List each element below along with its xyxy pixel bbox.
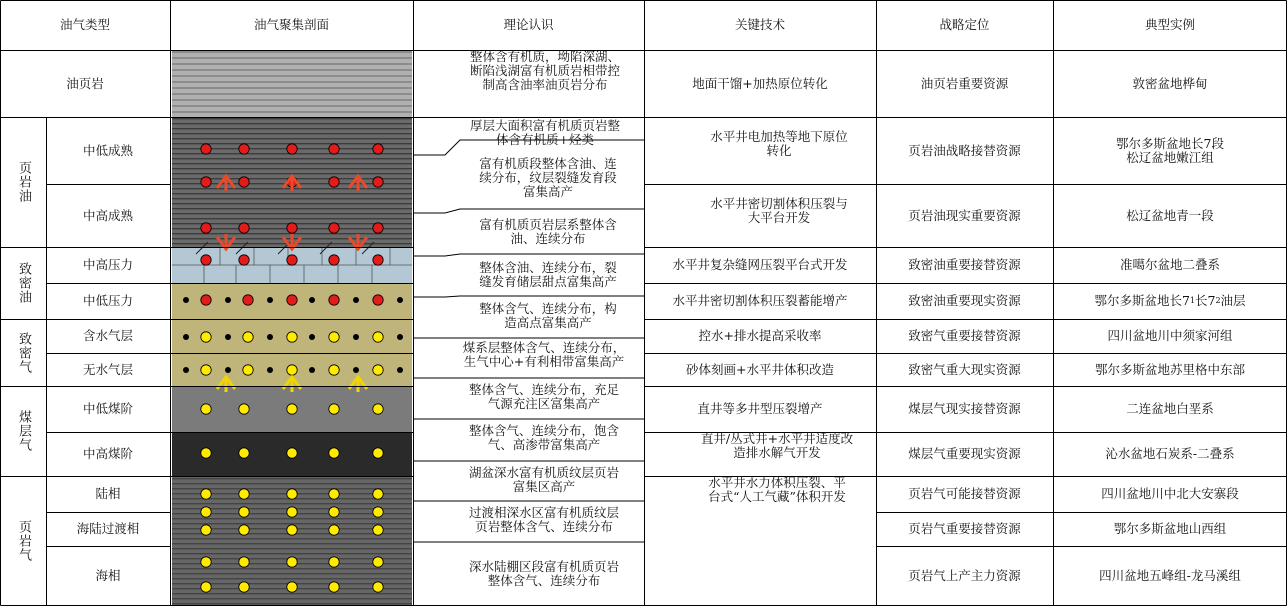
black-matrix-dot xyxy=(309,367,315,373)
yellow-gas-dot xyxy=(201,507,211,517)
red-oil-dot xyxy=(329,177,339,187)
tech-line: 水平井电加热等地下原位 xyxy=(710,129,848,144)
black-matrix-dot xyxy=(397,334,403,340)
yellow-gas-dot xyxy=(329,489,339,499)
example-9: 鄂尔多斯盆地山西组 xyxy=(1113,521,1227,536)
example-oil-shale: 敦密盆地桦甸 xyxy=(1132,75,1208,91)
yellow-gas-dot xyxy=(287,404,297,414)
header-profile: 油气聚集剖面 xyxy=(253,17,329,32)
yellow-gas-dot xyxy=(239,582,249,592)
example-line: 鄂尔多斯盆地长7段 xyxy=(1116,135,1224,151)
red-oil-dot xyxy=(373,255,383,265)
example-superscript: 1 xyxy=(1189,296,1195,305)
red-oil-dot xyxy=(201,223,211,233)
oil-shale-band xyxy=(172,51,412,117)
example-1: 松辽盆地青一段 xyxy=(1126,207,1214,223)
yellow-gas-dot xyxy=(201,557,211,567)
theory-line: 整体含气、连续分布 xyxy=(487,573,601,588)
theory-0 xyxy=(445,119,645,155)
theory-line: 气源充注区富集高产 xyxy=(487,396,601,411)
black-matrix-dot xyxy=(183,334,189,340)
theory-line: 气、高渗带富集高产 xyxy=(487,437,601,452)
theory-line: 制高含油率油页岩分布 xyxy=(482,77,608,92)
yellow-gas-dot xyxy=(373,582,383,592)
yellow-gas-dot xyxy=(201,448,211,458)
yellow-gas-dot xyxy=(329,365,339,375)
theory-8 xyxy=(444,466,644,500)
sub-water-gas: 含水气层 xyxy=(82,328,133,343)
sub-high-pressure: 中高压力 xyxy=(82,257,133,272)
yellow-gas-dot xyxy=(239,404,249,414)
yellow-gas-dot xyxy=(373,365,383,375)
yellow-gas-dot xyxy=(201,332,211,342)
theory-line: 页岩整体含气、连续分布 xyxy=(475,519,613,534)
yellow-gas-dot xyxy=(287,582,297,592)
black-matrix-dot xyxy=(267,334,273,340)
red-oil-dot xyxy=(243,295,253,305)
yellow-gas-dot xyxy=(373,404,383,414)
sub-low-pressure: 中低压力 xyxy=(82,293,133,308)
sub-low-mature: 中低成熟 xyxy=(82,142,133,158)
example-2: 准噶尔盆地二叠系 xyxy=(1119,257,1220,272)
example-3 xyxy=(1053,283,1287,319)
tech-2: 水平井复杂缝网压裂平台式开发 xyxy=(672,257,848,272)
sub-continental: 陆相 xyxy=(95,486,121,501)
tech-oil-shale: 地面干馏+加热原位转化 xyxy=(692,75,828,91)
red-oil-dot xyxy=(373,295,383,305)
theory-line: 整体含油、连续分布，裂 xyxy=(479,260,617,275)
yellow-gas-dot xyxy=(243,365,253,375)
sub-dry-gas: 无水气层 xyxy=(82,361,133,377)
tech-line: 台式“人工气藏”体积开发 xyxy=(708,489,846,504)
example-5: 鄂尔多斯盆地苏里格中东部 xyxy=(1094,361,1245,377)
example-8: 四川盆地川中北大安寨段 xyxy=(1101,486,1239,501)
theory-3 xyxy=(452,261,644,295)
example-7: 沁水盆地石炭系-二叠系 xyxy=(1105,446,1235,461)
yellow-gas-dot xyxy=(239,507,249,517)
yellow-gas-dot xyxy=(329,557,339,567)
theory-line: 续分布，纹层裂缝发育段 xyxy=(479,170,617,185)
theory-line: 富集区高产 xyxy=(512,479,576,494)
yellow-gas-dot xyxy=(373,332,383,342)
theory-line: 整体含有机质，坳陷深湖、 xyxy=(469,49,620,64)
strategy-4: 致密气重要接替资源 xyxy=(908,328,1021,343)
type-oil-shale: 油页岩 xyxy=(66,75,104,91)
yellow-gas-dot xyxy=(287,507,297,517)
yellow-gas-dot xyxy=(201,582,211,592)
yellow-gas-dot xyxy=(287,489,297,499)
header-technology: 关键技术 xyxy=(734,17,785,32)
yellow-gas-dot xyxy=(373,525,383,535)
sub-transitional: 海陆过渡相 xyxy=(76,521,140,536)
black-matrix-dot xyxy=(353,367,359,373)
header-theory: 理论认识 xyxy=(503,17,554,32)
strategy-oil-shale: 油页岩重要资源 xyxy=(920,75,1009,91)
black-matrix-dot xyxy=(397,367,403,373)
theory-line: 整体含气、连续分布，构 xyxy=(479,301,617,316)
theory-line: 富有机质页岩层系整体含 xyxy=(479,217,617,232)
red-oil-dot xyxy=(287,255,297,265)
example-superscript: 2 xyxy=(1215,296,1221,305)
red-oil-dot xyxy=(329,255,339,265)
tech-line: 直井/丛式井+水平井适度改 xyxy=(700,431,854,446)
theory-line: 造高点富集高产 xyxy=(504,315,592,330)
theory-line: 生气中心+有利相带富集高产 xyxy=(463,354,625,369)
black-matrix-dot xyxy=(225,297,231,303)
yellow-gas-dot xyxy=(329,332,339,342)
yellow-gas-dot xyxy=(201,404,211,414)
yellow-gas-dot xyxy=(329,404,339,414)
tech-4: 控水+排水提高采收率 xyxy=(698,328,822,343)
strategy-0: 页岩油战略接替资源 xyxy=(908,142,1021,158)
black-matrix-dot xyxy=(309,334,315,340)
theory-4 xyxy=(452,302,644,336)
theory-line: 体含有机质+烃类 xyxy=(496,132,594,147)
yellow-gas-dot xyxy=(201,525,211,535)
theory-7 xyxy=(444,424,644,458)
theory-2 xyxy=(452,218,644,254)
red-oil-dot xyxy=(201,177,211,187)
example-0 xyxy=(1053,117,1287,184)
red-oil-dot xyxy=(329,295,339,305)
sub-low-rank: 中低煤阶 xyxy=(82,401,133,416)
strategy-2: 致密油重要接替资源 xyxy=(908,257,1021,272)
strategy-10: 页岩气上产主力资源 xyxy=(908,568,1021,583)
theory-line: 断陷浅湖富有机质岩相带控 xyxy=(469,63,620,78)
tech-line: 转化 xyxy=(766,143,792,158)
yellow-gas-dot xyxy=(373,507,383,517)
theory-9 xyxy=(444,506,644,540)
theory-line: 富集高产 xyxy=(522,184,573,199)
group-shale-oil: 页岩油 xyxy=(16,161,31,203)
theory-line: 过渡相深水区富有机质纹层 xyxy=(468,505,619,520)
theory-line: 湖盆深水富有机质纹层页岩 xyxy=(468,465,619,480)
strategy-8: 页岩气可能接替资源 xyxy=(908,486,1021,501)
theory-6 xyxy=(444,383,644,417)
tech-line: 造排水解气开发 xyxy=(733,445,821,460)
example-10: 四川盆地五峰组-龙马溪组 xyxy=(1099,568,1241,583)
red-oil-dot xyxy=(239,223,249,233)
tech-line: 大平台开发 xyxy=(747,210,811,225)
red-oil-dot xyxy=(201,255,211,265)
black-matrix-dot xyxy=(353,297,359,303)
black-matrix-dot xyxy=(183,297,189,303)
strategy-3: 致密油重要现实资源 xyxy=(908,293,1021,308)
red-oil-dot xyxy=(239,255,249,265)
sub-high-rank: 中高煤阶 xyxy=(82,446,133,461)
tech-1 xyxy=(682,197,876,235)
red-oil-dot xyxy=(239,144,249,154)
tech-0 xyxy=(682,130,876,168)
strategy-6: 煤层气现实接替资源 xyxy=(908,401,1021,416)
tech-line: 水平井水力体积压裂、平 xyxy=(708,475,846,490)
yellow-gas-dot xyxy=(329,525,339,535)
black-matrix-dot xyxy=(183,367,189,373)
sub-high-mature: 中高成熟 xyxy=(82,207,133,223)
tech-5: 砂体刻画+水平井体积改造 xyxy=(686,361,834,377)
tech-3: 水平井密切割体积压裂蓄能增产 xyxy=(672,293,848,308)
yellow-gas-dot xyxy=(329,507,339,517)
red-oil-dot xyxy=(201,144,211,154)
theory-line: 缝发育储层甜点富集高产 xyxy=(479,274,617,289)
red-oil-dot xyxy=(287,223,297,233)
tech-6: 直井等多井型压裂增产 xyxy=(697,401,823,416)
strategy-9: 页岩气重要接替资源 xyxy=(908,521,1021,536)
black-matrix-dot xyxy=(353,334,359,340)
yellow-gas-dot xyxy=(287,448,297,458)
theory-10 xyxy=(444,560,644,594)
yellow-gas-dot xyxy=(239,557,249,567)
example-line: 松辽盆地嫩江组 xyxy=(1126,149,1214,165)
red-oil-dot xyxy=(329,144,339,154)
theory-line: 煤系层整体含气、连续分布， xyxy=(462,340,626,355)
theory-line: 厚层大面积富有机质页岩整 xyxy=(469,118,620,133)
yellow-gas-dot xyxy=(239,525,249,535)
black-matrix-dot xyxy=(309,297,315,303)
example-4: 四川盆地川中须家河组 xyxy=(1107,328,1233,343)
black-matrix-dot xyxy=(267,297,273,303)
yellow-gas-dot xyxy=(287,365,297,375)
header-example: 典型实例 xyxy=(1144,17,1195,32)
yellow-gas-dot xyxy=(287,557,297,567)
red-oil-dot xyxy=(287,295,297,305)
theory-line: 整体含气、连续分布，充足 xyxy=(468,382,619,397)
theory-1 xyxy=(452,157,644,207)
yellow-gas-dot xyxy=(243,332,253,342)
strategy-1: 页岩油现实重要资源 xyxy=(908,207,1021,223)
group-tight-oil: 致密油 xyxy=(16,262,31,304)
yellow-gas-dot xyxy=(329,448,339,458)
yellow-gas-dot xyxy=(287,332,297,342)
theory-line: 油、连续分布 xyxy=(510,231,586,246)
black-matrix-dot xyxy=(225,367,231,373)
example-part: 油层 xyxy=(1220,293,1246,308)
header-strategy: 战略定位 xyxy=(939,17,990,32)
example-part: 鄂尔多斯盆地长7 xyxy=(1094,293,1190,308)
yellow-gas-dot xyxy=(201,489,211,499)
strategy-5: 致密气重大现实资源 xyxy=(908,361,1021,377)
tech-8 xyxy=(678,476,876,606)
red-oil-dot xyxy=(239,177,249,187)
red-oil-dot xyxy=(287,144,297,154)
yellow-gas-dot xyxy=(373,448,383,458)
yellow-gas-dot xyxy=(373,557,383,567)
strategy-7: 煤层气重要现实资源 xyxy=(908,446,1021,461)
black-matrix-dot xyxy=(225,334,231,340)
red-oil-dot xyxy=(373,177,383,187)
yellow-gas-dot xyxy=(239,489,249,499)
yellow-gas-dot xyxy=(373,489,383,499)
group-cbm: 煤层气 xyxy=(16,410,31,452)
example-6: 二连盆地白垩系 xyxy=(1126,401,1214,416)
red-oil-dot xyxy=(329,223,339,233)
header-type: 油气类型 xyxy=(59,17,110,32)
tech-line: 水平井密切割体积压裂与 xyxy=(710,196,848,211)
group-tight-gas: 致密气 xyxy=(16,331,31,374)
red-oil-dot xyxy=(373,223,383,233)
red-oil-dot xyxy=(373,144,383,154)
tech-7 xyxy=(678,432,876,476)
yellow-gas-dot xyxy=(239,448,249,458)
theory-line: 整体含气、连续分布，饱含 xyxy=(468,423,619,438)
yellow-gas-dot xyxy=(287,525,297,535)
theory-oil-shale xyxy=(445,50,645,117)
group-shale-gas: 页岩气 xyxy=(16,520,31,562)
yellow-gas-dot xyxy=(201,365,211,375)
theory-line: 富有机质段整体含油、连 xyxy=(479,156,617,171)
black-matrix-dot xyxy=(397,297,403,303)
theory-line: 深水陆棚区段富有机质页岩 xyxy=(468,559,619,574)
yellow-gas-dot xyxy=(329,582,339,592)
sub-marine: 海相 xyxy=(95,568,121,583)
theory-5 xyxy=(444,341,644,375)
example-part: 长7 xyxy=(1195,293,1216,308)
black-matrix-dot xyxy=(267,367,273,373)
red-oil-dot xyxy=(201,295,211,305)
